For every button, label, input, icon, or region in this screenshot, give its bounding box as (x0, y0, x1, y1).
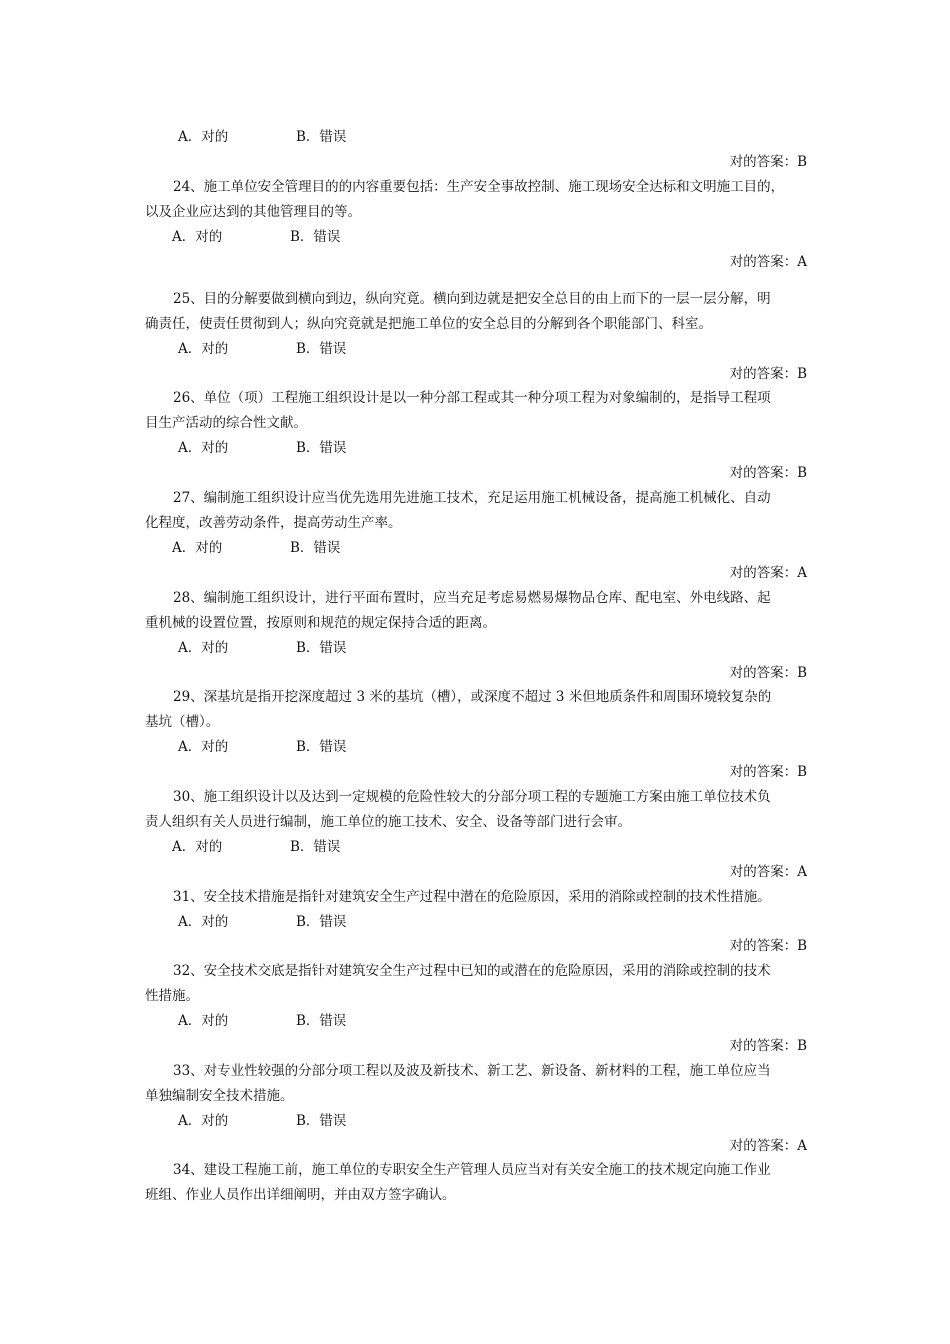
option-b: B．错误 (290, 229, 341, 245)
question-text-line: 29、深基坑是指开挖深度超过 3 米的基坑（槽），或深度不超过 3 米但地质条件和周围环境较复杂的 (173, 689, 772, 705)
option-a: A．对的 (178, 1113, 229, 1129)
option-a: A．对的 (178, 640, 229, 656)
answer-label: 对的答案：A (729, 1138, 807, 1154)
option-a: A．对的 (172, 229, 223, 245)
option-a: A．对的 (172, 839, 223, 855)
option-a: A．对的 (178, 440, 229, 456)
question-text-line: 28、编制施工组织设计，进行平面布置时，应当充足考虑易燃易爆物品仓库、配电室、外电线路、起 (173, 590, 771, 606)
question-text-line: 基坑（槽）。 (145, 714, 220, 730)
option-b: B．错误 (296, 440, 347, 456)
question-text-line: 26、单位（项）工程施工组织设计是以一种分部工程或其一种分项工程为对象编制的，是指导工程项 (173, 390, 771, 406)
question-text-line: 单独编制安全技术措施。 (145, 1088, 294, 1104)
question-text-line: 30、施工组织设计以及达到一定规模的危险性较大的分部分项工程的专题施工方案由施工单位技术负 (173, 789, 771, 805)
question-text-line: 目生产活动的综合性文献。 (145, 415, 307, 431)
question-text-line: 24、施工单位安全管理目的的内容重要包括：生产安全事故控制、施工现场安全达标和文明施工目的， (173, 179, 785, 195)
option-a: A．对的 (178, 739, 229, 755)
option-a: A．对的 (178, 129, 229, 145)
answer-label: 对的答案：B (729, 1038, 807, 1054)
option-a: A．对的 (178, 1013, 229, 1029)
option-b: B．错误 (290, 540, 341, 556)
option-b: B．错误 (296, 129, 347, 145)
answer-label: 对的答案：B (729, 764, 807, 780)
answer-label: 对的答案：A (729, 565, 807, 581)
question-text-line: 班组、作业人员作出详细阐明，并由双方签字确认。 (145, 1187, 456, 1203)
answer-label: 对的答案：B (729, 938, 807, 954)
option-a: A．对的 (178, 914, 229, 930)
option-b: B．错误 (296, 1013, 347, 1029)
question-text-line: 化程度，改善劳动条件，提高劳动生产率。 (145, 515, 402, 531)
answer-label: 对的答案：A (729, 254, 807, 270)
option-b: B．错误 (296, 739, 347, 755)
question-text-line: 确责任，使责任贯彻到人；纵向究竟就是把施工单位的安全总目的分解到各个职能部门、科室。 (145, 316, 712, 332)
option-b: B．错误 (296, 914, 347, 930)
answer-label: 对的答案：B (729, 154, 807, 170)
answer-label: 对的答案：B (729, 665, 807, 681)
question-text-line: 33、对专业性较强的分部分项工程以及波及新技术、新工艺、新设备、新材料的工程，施工单位应当 (173, 1063, 771, 1079)
question-text-line: 34、建设工程施工前，施工单位的专职安全生产管理人员应当对有关安全施工的技术规定向施工作业 (173, 1162, 771, 1178)
question-text-line: 27、编制施工组织设计应当优先选用先进施工技术，充足运用施工机械设备，提高施工机械化、自动 (173, 490, 771, 506)
answer-label: 对的答案：B (729, 465, 807, 481)
question-text-line: 32、安全技术交底是指针对建筑安全生产过程中已知的或潜在的危险原因，采用的消除或控制的技术 (173, 963, 771, 979)
question-text-line: 性措施。 (145, 988, 199, 1004)
question-text-line: 以及企业应达到的其他管理目的等。 (145, 204, 361, 220)
option-a: A．对的 (172, 540, 223, 556)
option-b: B．错误 (296, 1113, 347, 1129)
answer-label: 对的答案：B (729, 366, 807, 382)
question-text-line: 25、目的分解要做到横向到边，纵向究竟。横向到边就是把安全总目的由上而下的一层一层分解，明 (173, 291, 771, 307)
option-a: A．对的 (178, 341, 229, 357)
question-text-line: 重机械的设置位置，按原则和规范的规定保持合适的距离。 (145, 615, 496, 631)
answer-label: 对的答案：A (729, 864, 807, 880)
option-b: B．错误 (296, 640, 347, 656)
option-b: B．错误 (296, 341, 347, 357)
option-b: B．错误 (290, 839, 341, 855)
question-text-line: 31、安全技术措施是指针对建筑安全生产过程中潜在的危险原因，采用的消除或控制的技术性措施。 (173, 889, 771, 905)
question-text-line: 责人组织有关人员进行编制，施工单位的施工技术、安全、设备等部门进行会审。 (145, 814, 631, 830)
